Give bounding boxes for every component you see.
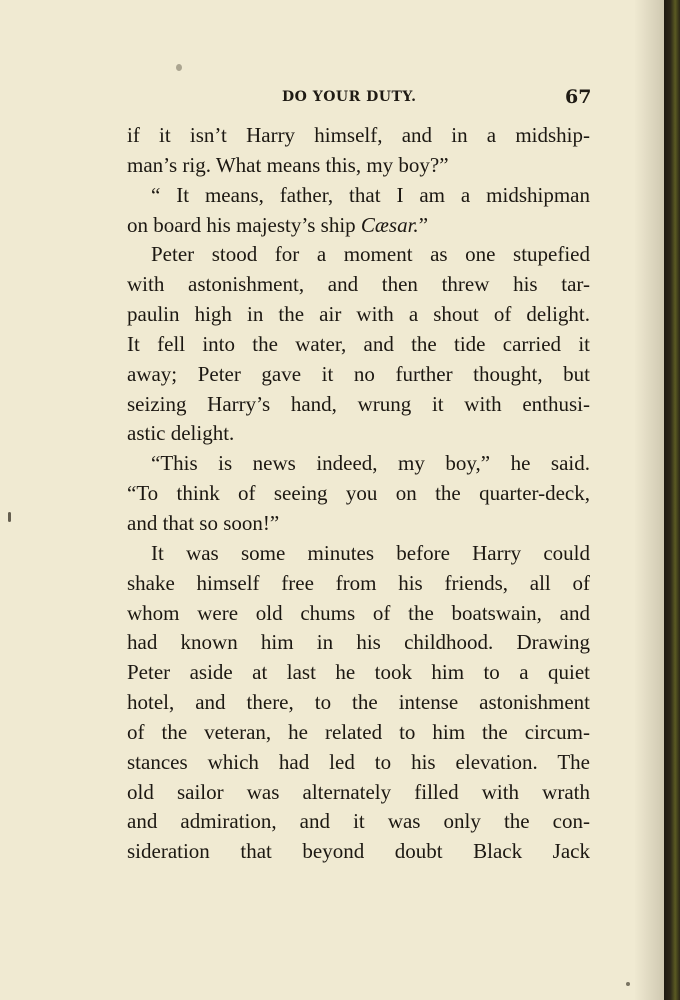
- gutter-shadow: [634, 0, 664, 1000]
- text-line: paulin high in the air with a shout of delight.: [127, 302, 590, 327]
- page-edge-binding: [664, 0, 680, 1000]
- text-line: away; Peter gave it no further thought, but: [127, 361, 590, 386]
- text-line: if it isn’t Harry himself, and in a midship-: [127, 123, 590, 147]
- text-line: Peter aside at last he took him to a quiet: [127, 660, 590, 685]
- text-line: Peter stood for a moment as one stupefied: [151, 242, 590, 267]
- text-line: man’s rig. What means this, my boy?”: [127, 152, 449, 177]
- text-line: with astonishment, and then threw his tar-: [127, 272, 590, 297]
- text-line: whom were old chums of the boatswain, and: [127, 600, 590, 625]
- running-title: DO YOUR DUTY.: [282, 89, 417, 105]
- body-text: [127, 121, 590, 867]
- text-line: hotel, and there, to the intense astonishment: [127, 690, 590, 715]
- text-line: stances which had led to his elevation. The: [127, 749, 590, 774]
- text-line: on board his majesty’s ship Cæsar.”: [127, 212, 429, 237]
- text-line: old sailor was alternately filled with wrath: [127, 779, 590, 804]
- text-line: shake himself free from his friends, all of: [127, 570, 590, 595]
- paper-speck: [626, 982, 630, 986]
- text-line: of the veteran, he related to him the circum-: [127, 719, 590, 744]
- text-line: “This is news indeed, my boy,” he said.: [151, 451, 590, 476]
- text-line: and admiration, and it was only the con-: [127, 809, 590, 834]
- text-line: “To think of seeing you on the quarter-deck,: [127, 481, 590, 506]
- text-line: “ It means, father, that I am a midshipman: [151, 182, 590, 207]
- text-line: seizing Harry’s hand, wrung it with enthusi-: [127, 391, 590, 416]
- text-line: It was some minutes before Harry could: [151, 540, 590, 565]
- page-number: 67: [565, 86, 592, 108]
- text-line: astic delight.: [127, 421, 235, 446]
- paper-speck: [8, 512, 11, 522]
- running-head: [0, 86, 664, 110]
- text-line: sideration that beyond doubt Black Jack: [127, 839, 590, 864]
- text-line: had known him in his childhood. Drawing: [127, 630, 590, 655]
- paper-speck: [176, 64, 182, 71]
- text-line: and that so soon!”: [127, 510, 280, 535]
- text-line: It fell into the water, and the tide carried it: [127, 331, 590, 356]
